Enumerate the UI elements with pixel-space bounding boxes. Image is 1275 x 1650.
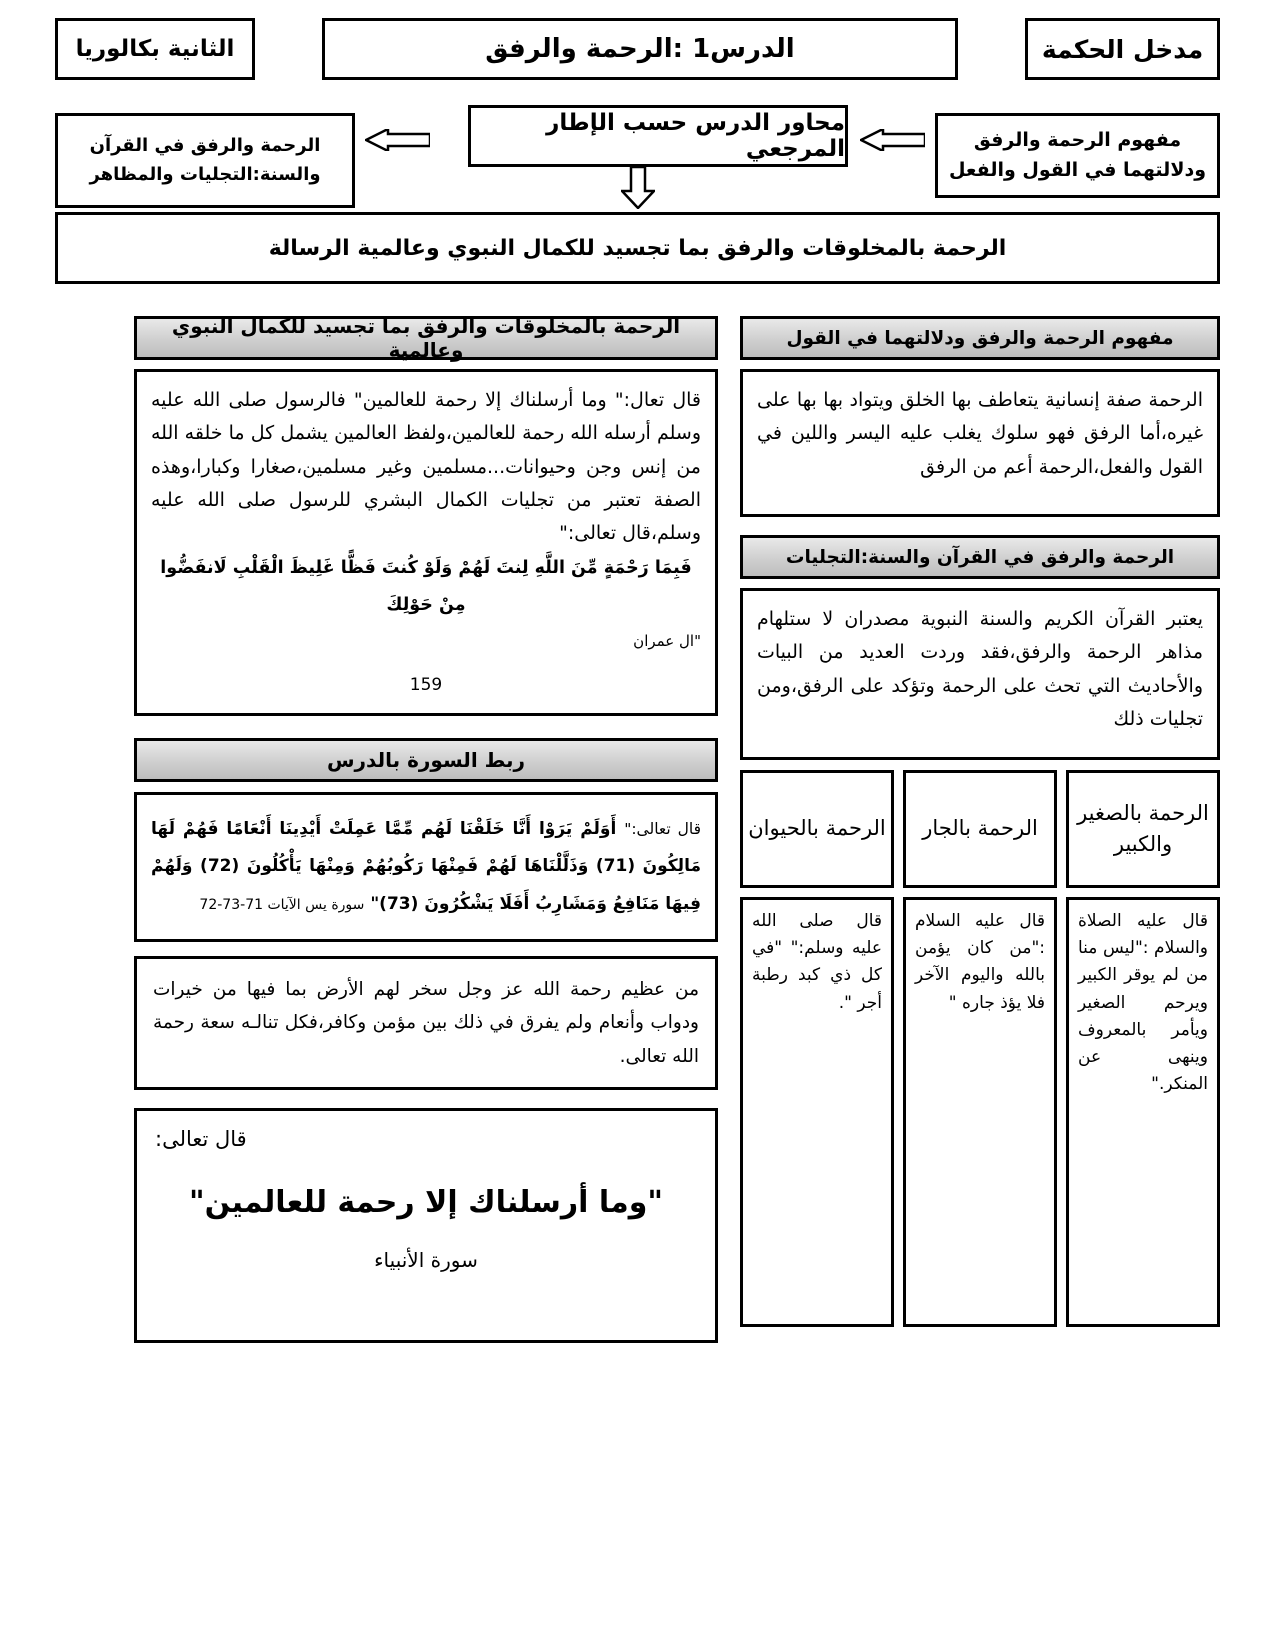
hadith-card-head: الرحمة بالحيوان [740, 770, 894, 888]
hadith-cards [740, 770, 1220, 1327]
left-body-verse: فَبِمَا رَحْمَةٍ مِّنَ اللَّهِ لِنتَ لَهُمْ وَلَوْ كُنتَ فَظًّا غَلِيظَ الْقَلْبِ لَانفَضُّوا مِنْ حَوْلِكَ [160, 558, 692, 615]
left-body-intro: قال تعال:" وما أرسلناك إلا رحمة للعالمين" فالرسول صلى الله عليه وسلم أرسله الله رحمة للعالمين،ولفظ العالمين يشمل كل ما خلقه الله من إنس وجن وحيوانات...مسلمين وغير مسلمين،صغارا وكبارا،وهذه الصفة تعتبر من تجليات الكمال البشري للرسول صلى الله عليه وسلم،قال تعالى:" [151, 389, 701, 544]
right-section-body-2: يعتبر القرآن الكريم والسنة النبوية مصدران لا ستلهام مذاهر الرحمة والرفق،فقد وردت العديد من البيات والأحاديث التي تحث على الرحمة وتؤكد على الرفق،ومن تجليات ذلك [740, 588, 1220, 760]
header-center-title: الدرس1 :الرحمة والرفق [322, 18, 958, 80]
verse-source: سورة يس الآيات 71-73-72 [199, 896, 365, 913]
hadith-card-body: قال صلى الله عليه وسلم:" "في كل ذي كبد رطبة أجر ". [740, 897, 894, 1327]
header-left-title: الثانية بكالوريا [55, 18, 255, 80]
hadith-card-smallbig [1066, 770, 1220, 1327]
hadith-card-body: قال عليه السلام :"من كان يؤمن بالله واليوم الآخر فلا يؤذ جاره " [903, 897, 1057, 1327]
left-body-ref: "ال عمران [633, 631, 701, 650]
hadith-card-head: الرحمة بالصغير والكبير [1066, 770, 1220, 888]
arrow-right-icon [860, 129, 925, 151]
final-lead: قال تعالى: [155, 1126, 247, 1151]
right-section-body-1: الرحمة صفة إنسانية يتعاطف بها الخلق ويتواد بها بها على غيره،أما الرفق فهو سلوك يغلب عليه اليسر واللين في القول والفعل،الرحمة أعم من الرفق [740, 369, 1220, 517]
right-column [740, 316, 1220, 1327]
axes-right-box: مفهوم الرحمة والرفق ودلالتهما في القول والفعل [935, 113, 1220, 198]
hadith-card-body: قال عليه الصلاة والسلام :"ليس منا من لم يوقر الكبير ويرحم الصغير ويأمر بالمعروف وينهى عن المنكر." [1066, 897, 1220, 1327]
axes-row [55, 105, 1220, 210]
axes-center-box: محاور الدرس حسب الإطار المرجعي [468, 105, 848, 167]
left-body-ref-number: 159 [409, 675, 443, 695]
left-section-body [134, 369, 718, 716]
left-section-title: الرحمة بالمخلوقات والرفق بما تجسيد للكمال النبوي وعالمية [134, 316, 718, 360]
right-section-title-1: مفهوم الرحمة والرفق ودلالتهما في القول [740, 316, 1220, 360]
right-section-title-2: الرحمة والرفق في القرآن والسنة:التجليات [740, 535, 1220, 579]
quran-verse-box [134, 792, 718, 942]
verse-lead: قال تعالى:" [624, 819, 701, 838]
verse-text: أَوَلَمْ يَرَوْا أَنَّا خَلَقْنَا لَهُم مِّمَّا عَمِلَتْ أَيْدِينَا أَنْعَامًا فَهُمْ لَهَا مَالِكُونَ (71) وَذَلَّلْنَاهَا لَهُمْ فَمِنْهَا رَكُوبُهُمْ وَمِنْهَا يَأْكُلُونَ (72) وَلَهُمْ فِيهَا مَنَافِعُ وَمَشَارِبُ أَفَلَا يَشْكُرُونَ (73)" [151, 818, 701, 914]
main-content [55, 316, 1220, 1343]
page-header [55, 18, 1220, 80]
explanation-paragraph: من عظيم رحمة الله عز وجل سخر لهم الأرض بما فيها من خيرات ودواب وأنعام ولم يفرق في ذلك بين مؤمن وكافر،فكل تنالـه سعة رحمة الله تعالى. [134, 956, 718, 1090]
arrow-down-icon [621, 167, 655, 209]
link-section-title: ربط السورة بالدرس [134, 738, 718, 782]
hadith-card-animal [740, 770, 894, 1327]
hadith-card-head: الرحمة بالجار [903, 770, 1057, 888]
main-banner: الرحمة بالمخلوقات والرفق بما تجسيد للكمال النبوي وعالمية الرسالة [55, 212, 1220, 284]
arrow-left-icon [365, 129, 430, 151]
axes-left-box: الرحمة والرفق في القرآن والسنة:التجليات والمظاهر [55, 113, 355, 208]
header-right-title: مدخل الحكمة [1025, 18, 1220, 80]
left-column [134, 316, 718, 1343]
final-verse: "وما أرسلناك إلا رحمة للعالمين" [189, 1184, 663, 1220]
final-source: سورة الأنبياء [374, 1247, 478, 1272]
hadith-card-neighbor [903, 770, 1057, 1327]
final-verse-box [134, 1108, 718, 1343]
